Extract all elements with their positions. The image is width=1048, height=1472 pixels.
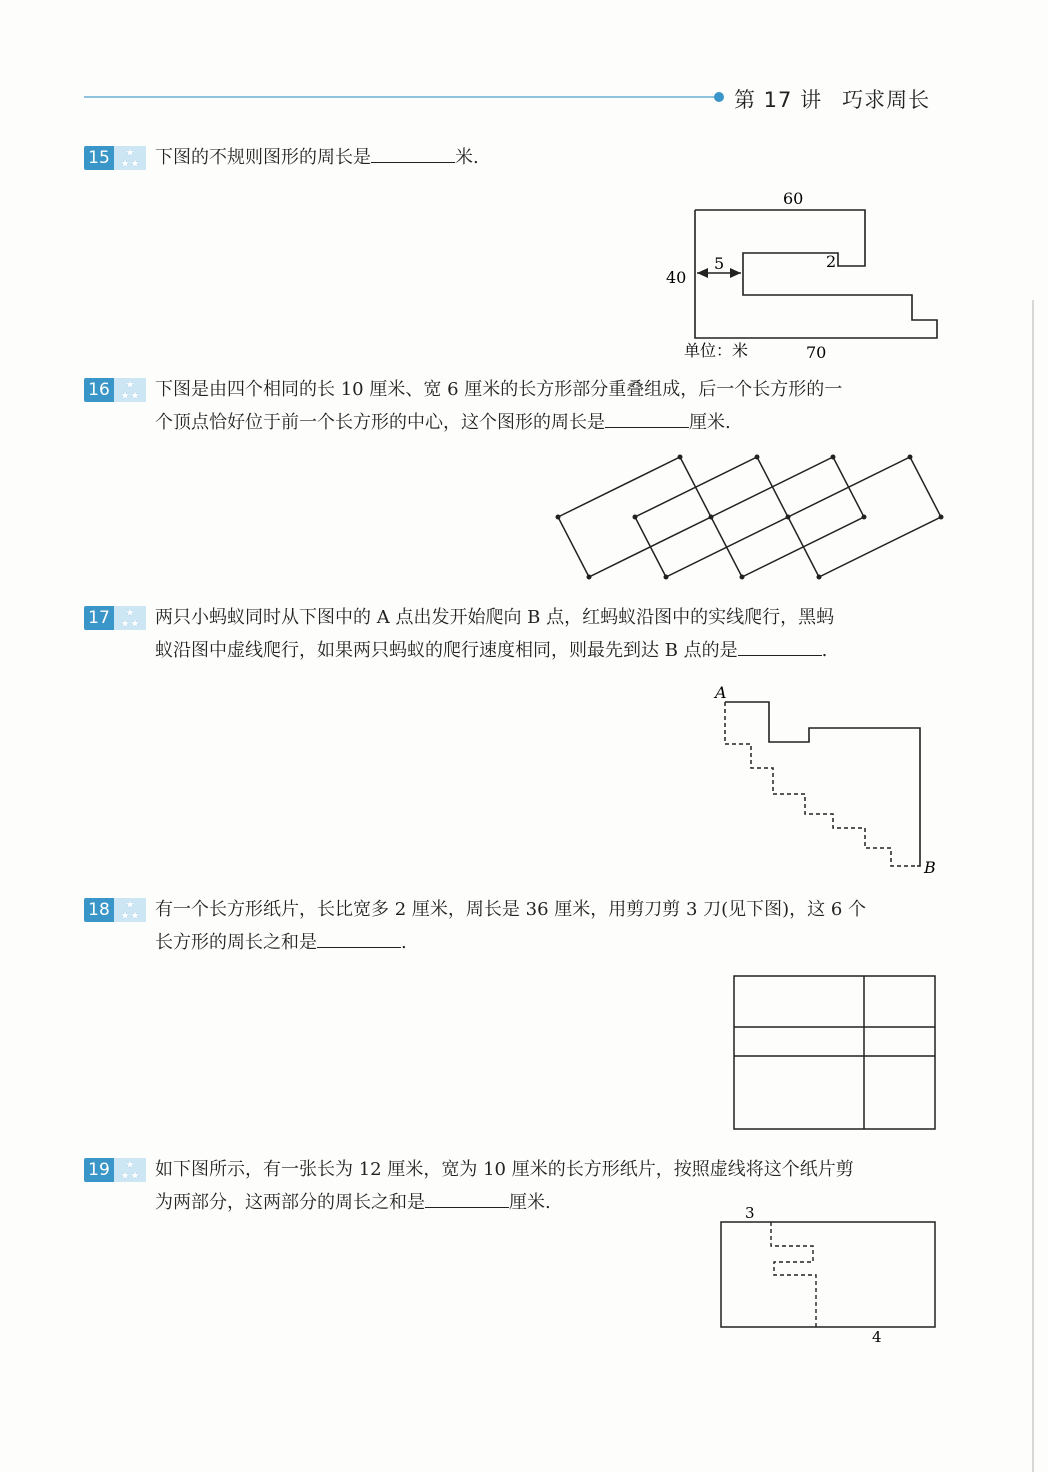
label-inner-gap: 2 (826, 252, 837, 271)
question-number: 18 (84, 898, 114, 922)
arrow-left-head-icon (697, 268, 708, 278)
answer-blank[interactable] (425, 1189, 509, 1208)
vertex-dots (556, 455, 944, 580)
header-rule (84, 96, 716, 98)
question-16-figure (550, 448, 945, 588)
question-15-text: 下图的不规则图形的周长是 米. (155, 141, 479, 174)
question-19-figure (715, 1200, 945, 1350)
question-18-text: 有一个长方形纸片，长比宽多 2 厘米，周长是 36 厘米，用剪刀剪 3 刀(见下图)，这 6 个 长方形的周长之和是 . (155, 899, 867, 953)
label-top: 60 (783, 189, 804, 208)
arrow-right-head-icon (730, 268, 741, 278)
point-b-label: B (924, 858, 936, 877)
lesson-topic: 巧求周长 (842, 88, 931, 112)
header-dot (714, 92, 724, 102)
question-number: 19 (84, 1158, 114, 1182)
solid-path (725, 702, 920, 866)
difficulty-stars-icon: ★ ★★ (114, 378, 146, 402)
question-18-figure (730, 972, 940, 1134)
difficulty-stars-icon: ★ ★★ (114, 146, 146, 170)
lesson-number: 第 17 讲 (734, 88, 823, 112)
answer-blank[interactable] (371, 144, 455, 163)
label-top: 3 (745, 1204, 755, 1222)
question-number-badge (84, 1158, 148, 1182)
paper-rectangle (721, 1222, 935, 1327)
label-unit: 单位：米 (684, 341, 749, 360)
label-inner-arrow: 5 (714, 254, 725, 273)
question-number-badge (84, 378, 148, 402)
point-a-label: A (715, 683, 727, 702)
answer-blank[interactable] (317, 929, 401, 948)
question-number: 15 (84, 146, 114, 170)
paper-rectangle (734, 976, 935, 1129)
difficulty-stars-icon: ★ ★★ (114, 898, 146, 922)
question-15-figure (660, 185, 950, 365)
answer-blank[interactable] (605, 409, 689, 428)
question-17-text: 两只小蚂蚁同时从下图中的 A 点出发开始爬向 B 点，红蚂蚁沿图中的实线爬行，黑蚂 蚁沿图中虚线爬行，如果两只蚂蚁的爬行速度相同，则最先到达 B 点的是 . (155, 607, 835, 661)
label-bottom: 4 (872, 1328, 882, 1346)
answer-blank[interactable] (738, 637, 822, 656)
question-16-text: 下图是由四个相同的长 10 厘米、宽 6 厘米的长方形部分重叠组成，后一个长方形的一 个顶点恰好位于前一个长方形的中心，这个图形的周长是 厘米. (155, 379, 843, 433)
page-edge-shadow (1032, 300, 1034, 1472)
question-number: 17 (84, 606, 114, 630)
question-number: 16 (84, 378, 114, 402)
question-17-figure (705, 680, 945, 880)
question-19-text: 如下图所示，有一张长为 12 厘米，宽为 10 厘米的长方形纸片，按照虚线将这个纸片剪 为两部分，这两部分的周长之和是 厘米. (155, 1159, 854, 1213)
question-number-badge (84, 146, 148, 170)
difficulty-stars-icon: ★ ★★ (114, 606, 146, 630)
question-number-badge (84, 606, 148, 630)
label-bottom: 70 (806, 343, 827, 362)
difficulty-stars-icon: ★ ★★ (114, 1158, 146, 1182)
question-number-badge (84, 898, 148, 922)
cut-dashed-line (771, 1222, 816, 1327)
label-left: 40 (666, 268, 687, 287)
dashed-path (725, 702, 917, 866)
lesson-header (734, 84, 930, 114)
